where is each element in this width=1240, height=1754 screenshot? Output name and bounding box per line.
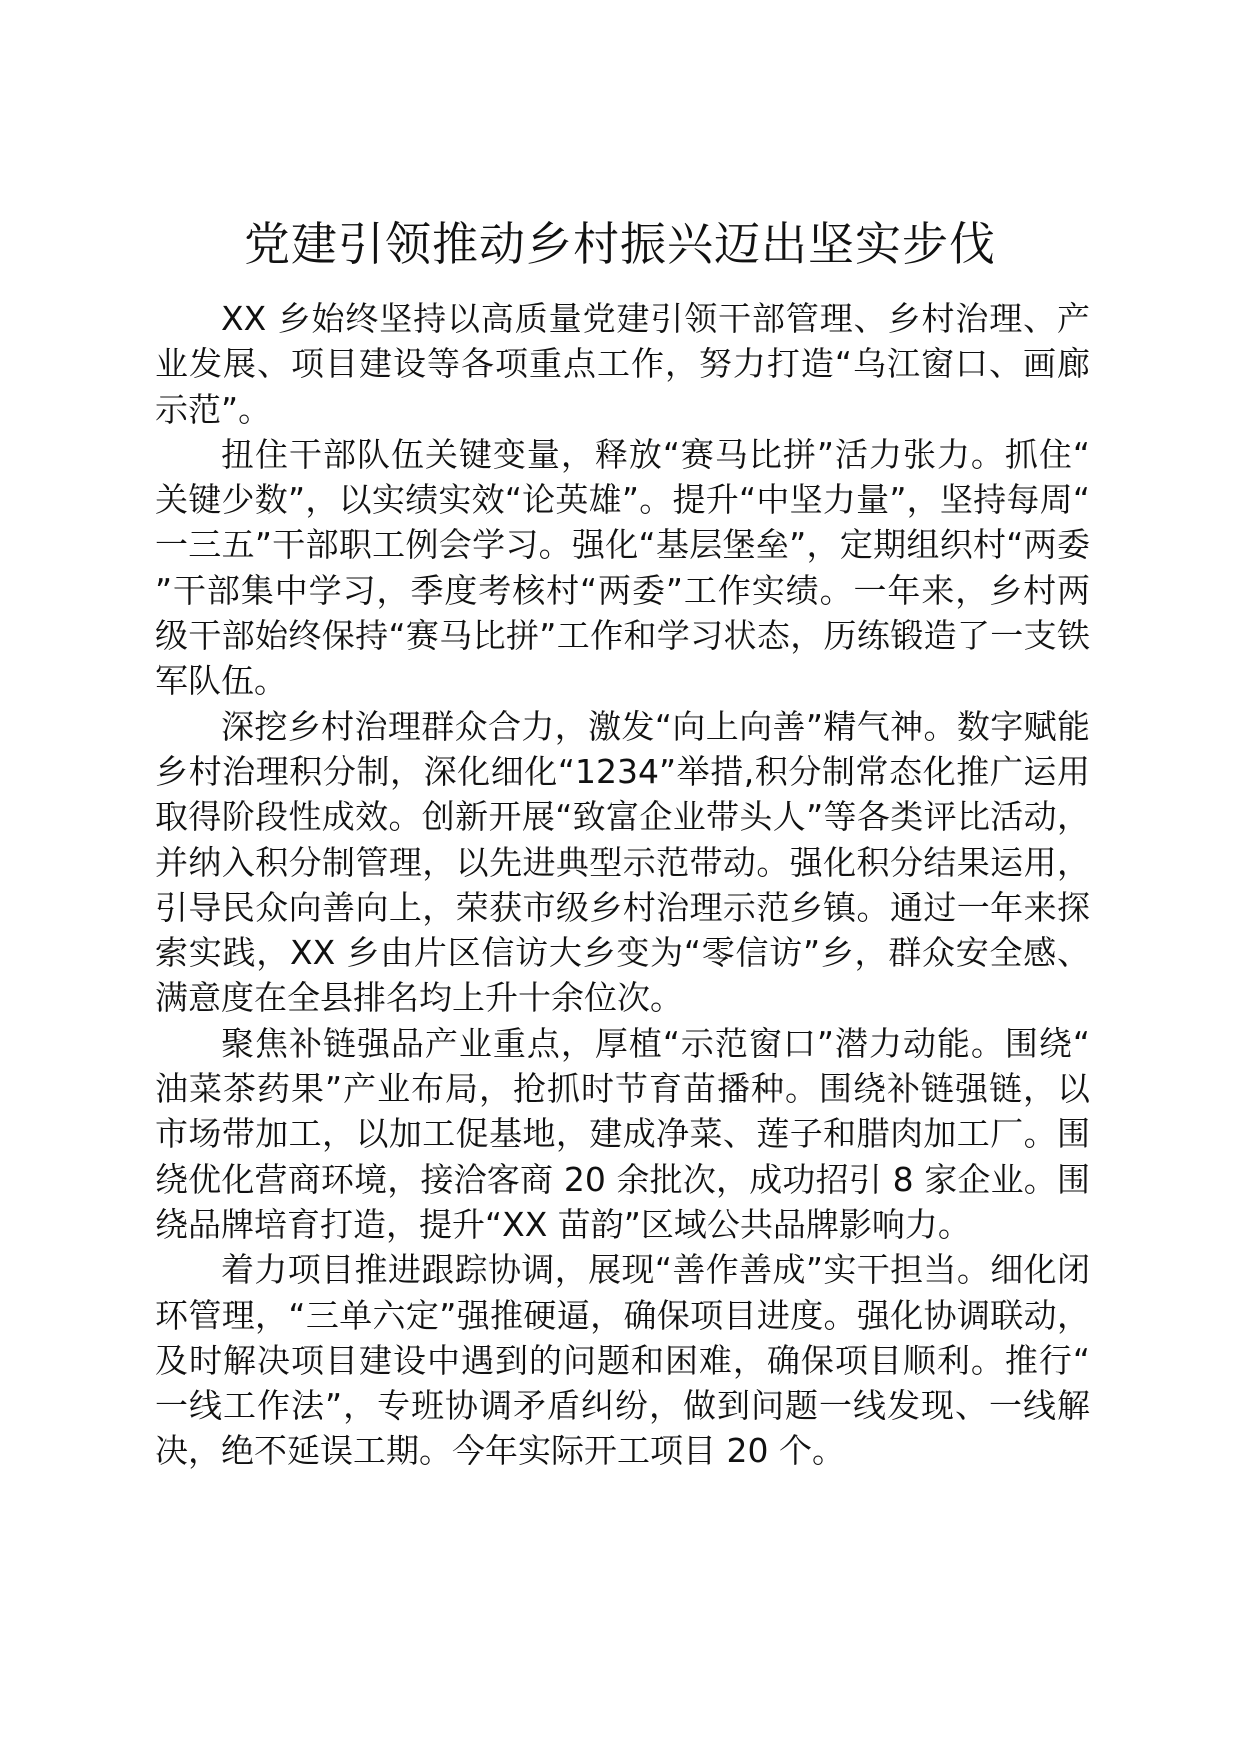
paragraph-industry: 聚焦补链强品产业重点，厚植“示范窗口”潜力动能。围绕“油菜茶药果”产业布局，抢抓时节育苗播种。围绕补链强链，以市场带加工，以加工促基地，建成净菜、莲子和腊肉加工厂。围绕优化营商环境，接洽客商 20 余批次，成功招引 8 家企业。围绕品牌培育打造，提升“XX 苗韵”区域公共品牌影响力。 <box>155 1023 1090 1244</box>
document-body <box>155 296 1090 1474</box>
paragraph-cadre-team: 扭住干部队伍关键变量，释放“赛马比拼”活力张力。抓住“关键少数”，以实绩实效“论英雄”。提升“中坚力量”，坚持每周“一三五”干部职工例会学习。强化“基层堡垒”，定期组织村“两委”干部集中学习，季度考核村“两委”工作实绩。一年来，乡村两级干部始终保持“赛马比拼”工作和学习状态，历练锻造了一支铁军队伍。 <box>155 434 1090 701</box>
paragraph-rural-governance: 深挖乡村治理群众合力，激发“向上向善”精气神。数字赋能乡村治理积分制，深化细化“1234”举措,积分制常态化推广运用取得阶段性成效。创新开展“致富企业带头人”等各类评比活动，并纳入积分制管理，以先进典型示范带动。强化积分结果运用，引导民众向善向上，荣获市级乡村治理示范乡镇。通过一年来探索实践，XX 乡由片区信访大乡变为“零信访”乡，群众安全感、满意度在全县排名均上升十余位次。 <box>155 706 1090 1018</box>
document-title: 党建引领推动乡村振兴迈出坚实步伐 <box>244 217 996 271</box>
paragraph-intro: XX 乡始终坚持以高质量党建引领干部管理、乡村治理、产业发展、项目建设等各项重点工作，努力打造“乌江窗口、画廊示范”。 <box>155 299 1090 429</box>
paragraph-projects: 着力项目推进跟踪协调，展现“善作善成”实干担当。细化闭环管理，“三单六定”强推硬逼，确保项目进度。强化协调联动，及时解决项目建设中遇到的问题和困难，确保项目顺利。推行“一线工作法”，专班协调矛盾纠纷，做到问题一线发现、一线解决，绝不延误工期。今年实际开工项目 20 个。 <box>155 1250 1090 1471</box>
